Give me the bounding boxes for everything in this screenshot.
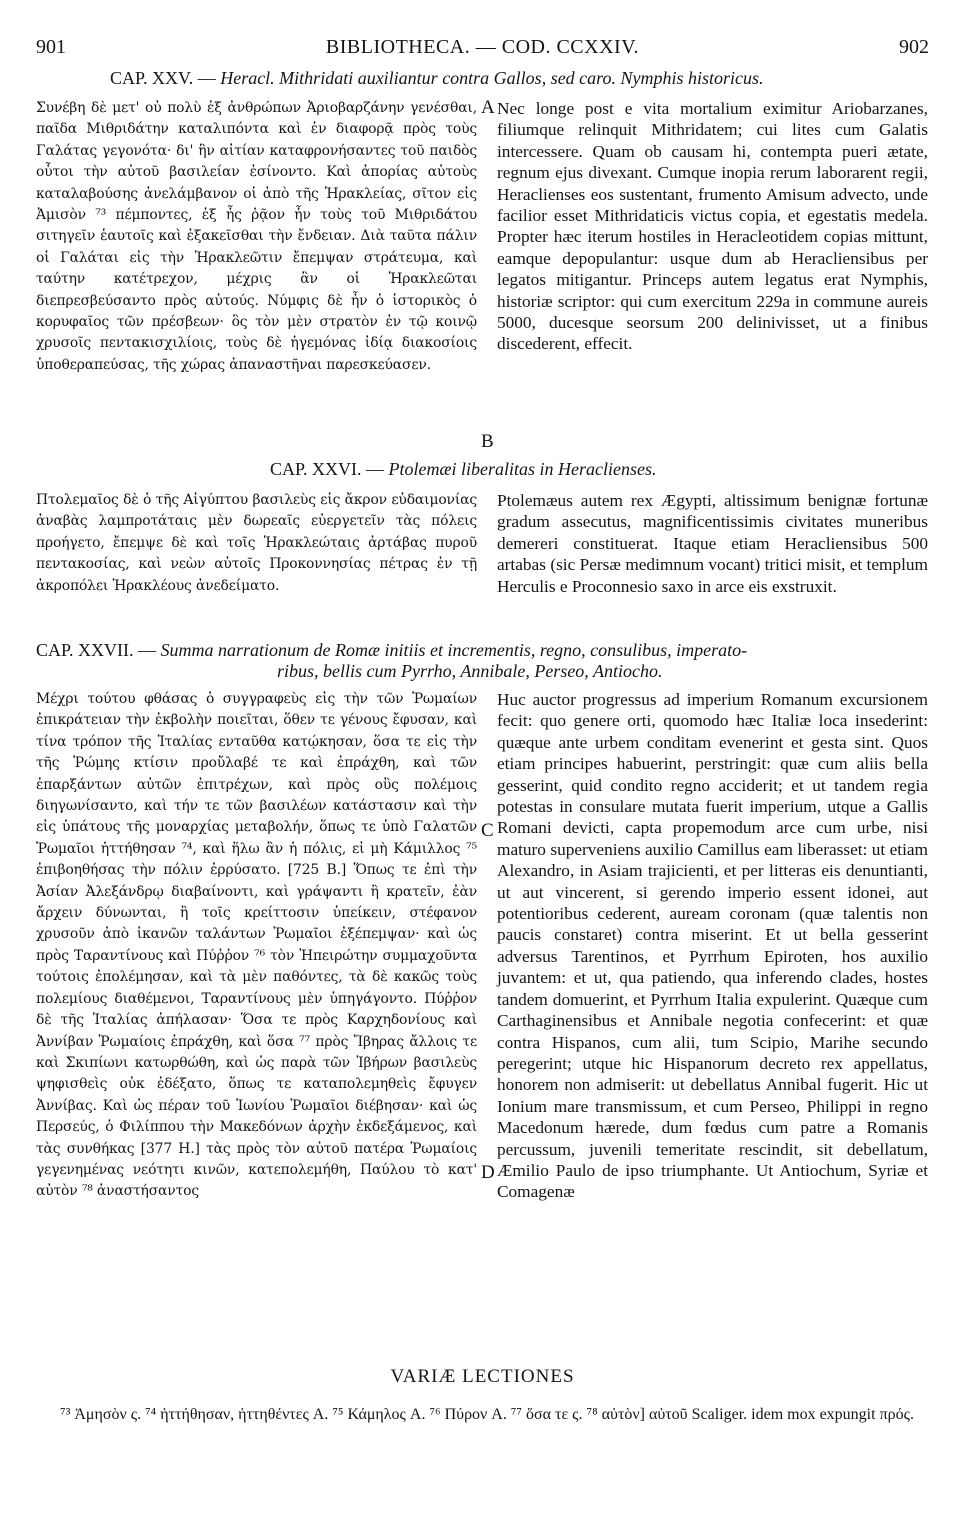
margin-marker-b: B [481,431,494,452]
book-title: BIBLIOTHECA. — COD. CCXXIV. [325,36,640,58]
chapter-26-label: CAP. XXVI. — [270,459,385,479]
chapter-27-label: CAP. XXVII. — [36,640,157,660]
chapter-25-summary: Heracl. Mithridati auxiliantur contra Gallos, sed caro. Nymphis historicus. [220,68,764,88]
greek-section-25: Συνέβη δὲ μετ' οὐ πολὺ ἐξ ἀνθρώπων Ἀριοβαρζάνην γενέσθαι, παῖδα Μιθριδάτην καταλιπόντα καὶ ἐν διαφορᾷ πρὸς τοὺς Γαλάτας γεγονότα· δι' ἣν αἰτίαν καταφρονήσαντες τοῦ παιδὸς οὗτοι τὴν αὐτοῦ βασιλείαν ἐσίνοντο. Καὶ ἀπορίας αὐτοὺς καταλαβούσης ἀνελάμβανον οἱ ἀπὸ τῆς Ἡρακλείας, σῖτον εἰς Ἀμισὸν ⁷³ πέμποντες, ἐξ ἧς ῥᾷον ἦν τοὺς τοῦ Μιθριδάτου σιτηγεῖν ἑαυτοῖς καὶ ἐξακεῖσθαι τὴν ἔνδειαν. Διὰ ταῦτα πάλιν οἱ Γαλάται εἰς τὴν Ἡρακλεῶτιν ἔπεμψαν στράτευμα, καὶ ταύτην κατέτρεχον, μέχρις ἂν οἱ Ἡρακλεῶται διεπρεσβεύσαντο πρὸς αὐτούς. Νύμφις δὲ ἦν ὁ ἱστορικὸς ὁ κορυφαῖος τῶν πρέσβεων· ὃς τὸν μὲν στρατὸν ἐν τῷ κοινῷ χρυσοῖς πεντακισχιλίοις, τοὺς δὲ ἡγεμόνας ἰδίᾳ διακοσίοις ὑποθεραπεύσας, τῆς χώρας ἀπαναστῆναι παρεσκεύασεν. [36,100,477,373]
chapter-27-summary-line-1: Summa narrationum de Romæ initiis et incrementis, regno, consulibus, imperato- [160,640,748,660]
variae-lectiones-notes: ⁷³ Ἀμησὸν ς. ⁷⁴ ἡττήθησαν, ἡττηθέντες A. ⁷⁵ Κάμηλος A. ⁷⁶ Πύρον A. ⁷⁷ ὅσα τε ς. ⁷⁸ αὐτὸν] αὐτοῦ Scaliger. idem mox expungit πρός. [60,1406,914,1423]
chapter-26-heading [270,459,657,480]
margin-marker-a: A [481,97,495,118]
latin-section-27: Huc auctor progressus ad imperium Romanum excursionem fecit: quo genere orti, quomodo hæc Italiæ loca insederint: quæque ante urbem conditam evenerint et gesta sint. Quos etiam principes habuerint, perstringit: quæ cum aliis bella gesserint, quid condito regno acciderit; et ut tandem regia potestas in consulare mutata fuerit imperium, utque a Gallis Romani devicti, capta propemodum arce cum urbe, nisi maturo superveniens auxilio Camillus eam liberasset: ut etiam Alexandro, in Asiam trajicienti, et per litteras eis denuntianti, ut aut vincerent, si gerendo imperio essent idonei, aut potentioribus cederent, auream coronam (quæ talentis non paucis constaret) contra miserint. Et ut bella gesserint adversus Tarentinos, et Pyrrhum Epiroten, hos auxilio juvantem: et ut, qua patiendo, qua inferendo clades, hostes tandem domuerint, et Pyrrhum Italia expulerint. Quæque cum Carthaginensibus et Annibale negotia confecerint: et quæ contra Hispanos, cum alii, tum Scipio, Marihe secundo peregerint; utque hic Hispanorum decreto rex appellatus, honorem non admiserit: ut debellatus Annibal fugerit. Hic ut Ionium mare transmissum, et cum Perseo, Philippi in regno Macedonum hærede, dum fœdus cum patre a Romanis percussum, juvenili temeritate rescindit, sit debellatum, Æmilio Paulo de ipso triumphante. Ut Antiochum, Syriæ et Comagenæ [497,690,928,1202]
left-column-number: 901 [36,36,66,58]
latin-section-25: Nec longe post e vita mortalium eximitur Ariobarzanes, filiumque relinquit Mithridatem; cui lites cum Galatis intercessere. Quam ob causam hi, contempta pueri ætate, regnum ejus divexant. Cumque inopia rerum laborarent regii, Heraclienses eos sustentant, frumento Amisum advecto, unde facilior esset Mithridaticis victus copia, et egestatis medela. Propter hæc iterum hostiles in Heracleotidem copias mittunt, eamque depopulantur: usque dum ab Heracliensibus per legatos mitigantur. Princeps autem legatus erat Nymphis, historiæ scriptor: qui cum exercitum 229a in commune aureis 5000, ducesque seorsum 200 delinivisset, ut a finibus discederent, effecit. [497,99,928,354]
latin-section-26: Ptolemæus autem rex Ægypti, altissimum benignæ fortunæ gradum assecutus, magnificentissimis civitates muneribus demereri constituerat. Itaque etiam Heracliensibus 500 artabas (sic Persæ medimnum vocant) tritici misit, et templum Herculis e Proconnesio saxo in arce eis exstruxit. [497,491,928,596]
chapter-25-heading [110,68,764,89]
chapter-27-heading-continued [277,661,662,682]
margin-marker-d: D [481,1162,495,1183]
variae-lectiones-heading: VARIÆ LECTIONES [390,1366,575,1387]
chapter-26-summary: Ptolemæi liberalitas in Heraclienses. [388,459,657,479]
chapter-27-heading [36,640,747,661]
margin-marker-c: C [481,820,494,841]
greek-section-27: Μέχρι τούτου φθάσας ὁ συγγραφεὺς εἰς τὴν τῶν Ῥωμαίων ἐπικράτειαν τὴν ἐκβολὴν ποιεῖται, ὅθεν τε γένους ἔφυσαν, καὶ τίνα τρόπον τῆς Ἰταλίας ενταῦθα κατῴκησαν, ὅσα τε εἰς τὴν τῆς Ῥώμης κτίσιν προὔλαβέ τε καὶ ἐπράχθη, καὶ τῶν ἐπαρξάντων αὐτῶν ἐπιτρέχων, καὶ πρὸς οὓς πολέμοις διηγωνίσαντο, καὶ τήν τε τῶν βασιλέων κατάστασιν καὶ τὴν εἰς ὑπάτους τῆς μοναρχίας μεταβολήν, ὅπως τε ὑπὸ Γαλατῶν Ῥωμαῖοι ἡττήθησαν ⁷⁴, καὶ ἥλω ἂν ἡ πόλις, εἰ μὴ Κάμιλλος ⁷⁵ ἐπιβοηθήσας τὴν πόλιν ἐρρύσατο. [725 B.] Ὅπως τε ἐπὶ τὴν Ἀσίαν Ἀλεξάνδρῳ διαβαίνοντι, καὶ γράψαντι ἢ κρατεῖν, ἐὰν ἄρχειν δύνωνται, ἢ τοῖς κρείττοσιν ὑπείκειν, στέφανον χρυσοῦν ἀπὸ ἱκανῶν ταλάντων Ῥωμαῖοι ἐξέπεμψαν· καὶ ὡς πρὸς Ταραντίνους καὶ Πύῤῥον ⁷⁶ τὸν Ἠπειρώτην συμμαχοῦντα τούτοις ἐπολέμησαν, καὶ τὰ μὲν παθόντες, τὰ δὲ κακῶς τοὺς πολεμίους διαθέμενοι, Ταραντίνους μὲν ὑπηγάγοντο. Πύῤῥον δὲ τῆς Ἰταλίας ἀπήλασαν· Ὅσα τε πρὸς Καρχηδονίους καὶ Ἀννίβαν Ῥωμαίοις ἐπράχθη, καὶ ὅσα ⁷⁷ πρὸς Ἴβηρας ἄλλοις τε καὶ Σκιπίωνι κατωρθώθη, καὶ ὡς παρὰ τῶν Ἰβήρων βασιλεὺς ψηφισθεὶς οὐκ ἐδέξατο, ὅπως τε καταπολεμηθεὶς ἔφυγεν Ἀννίβας. Καὶ ὡς πέραν τοῦ Ἰωνίου Ῥωμαῖοι διέβησαν· καὶ ὡς Περσεύς, ὁ Φιλίππου τὴν Μακεδόνων ἀρχὴν ἐκδεξάμενος, καὶ τὰς συνθήκας [377 H.] τὰς πρὸς τὸν αὐτοῦ πατέρα Ῥωμαίοις γεγενημένας νεότητι κινῶν, κατεπολεμήθη, Παύλου τὸ κατ' αὐτὸν ⁷⁸ ἀναστήσαντος [36,691,477,1200]
chapter-25-label: CAP. XXV. — [110,68,216,88]
right-column-number: 902 [899,36,929,58]
running-head [36,36,929,60]
chapter-27-summary-line-2: ribus, bellis cum Pyrrho, Annibale, Perseo, Antiocho. [277,661,663,681]
greek-section-26: Πτολεμαῖος δὲ ὁ τῆς Αἰγύπτου βασιλεὺς εἰς ἄκρον εὐδαιμονίας ἀναβὰς λαμπροτάταις μὲν δωρεαῖς εὐεργετεῖν τὰς πόλεις προήγετο, ἔπεμψε δὲ καὶ τοῖς Ἡρακλεώταις ἀρτάβας πυροῦ πεντακοσίας, καὶ νεὼν αὐτοῖς Προκοννησίας πέτρας ἐν τῇ ἀκροπόλει Ἡρακλέους ἀνεδείματο. [36,492,477,594]
